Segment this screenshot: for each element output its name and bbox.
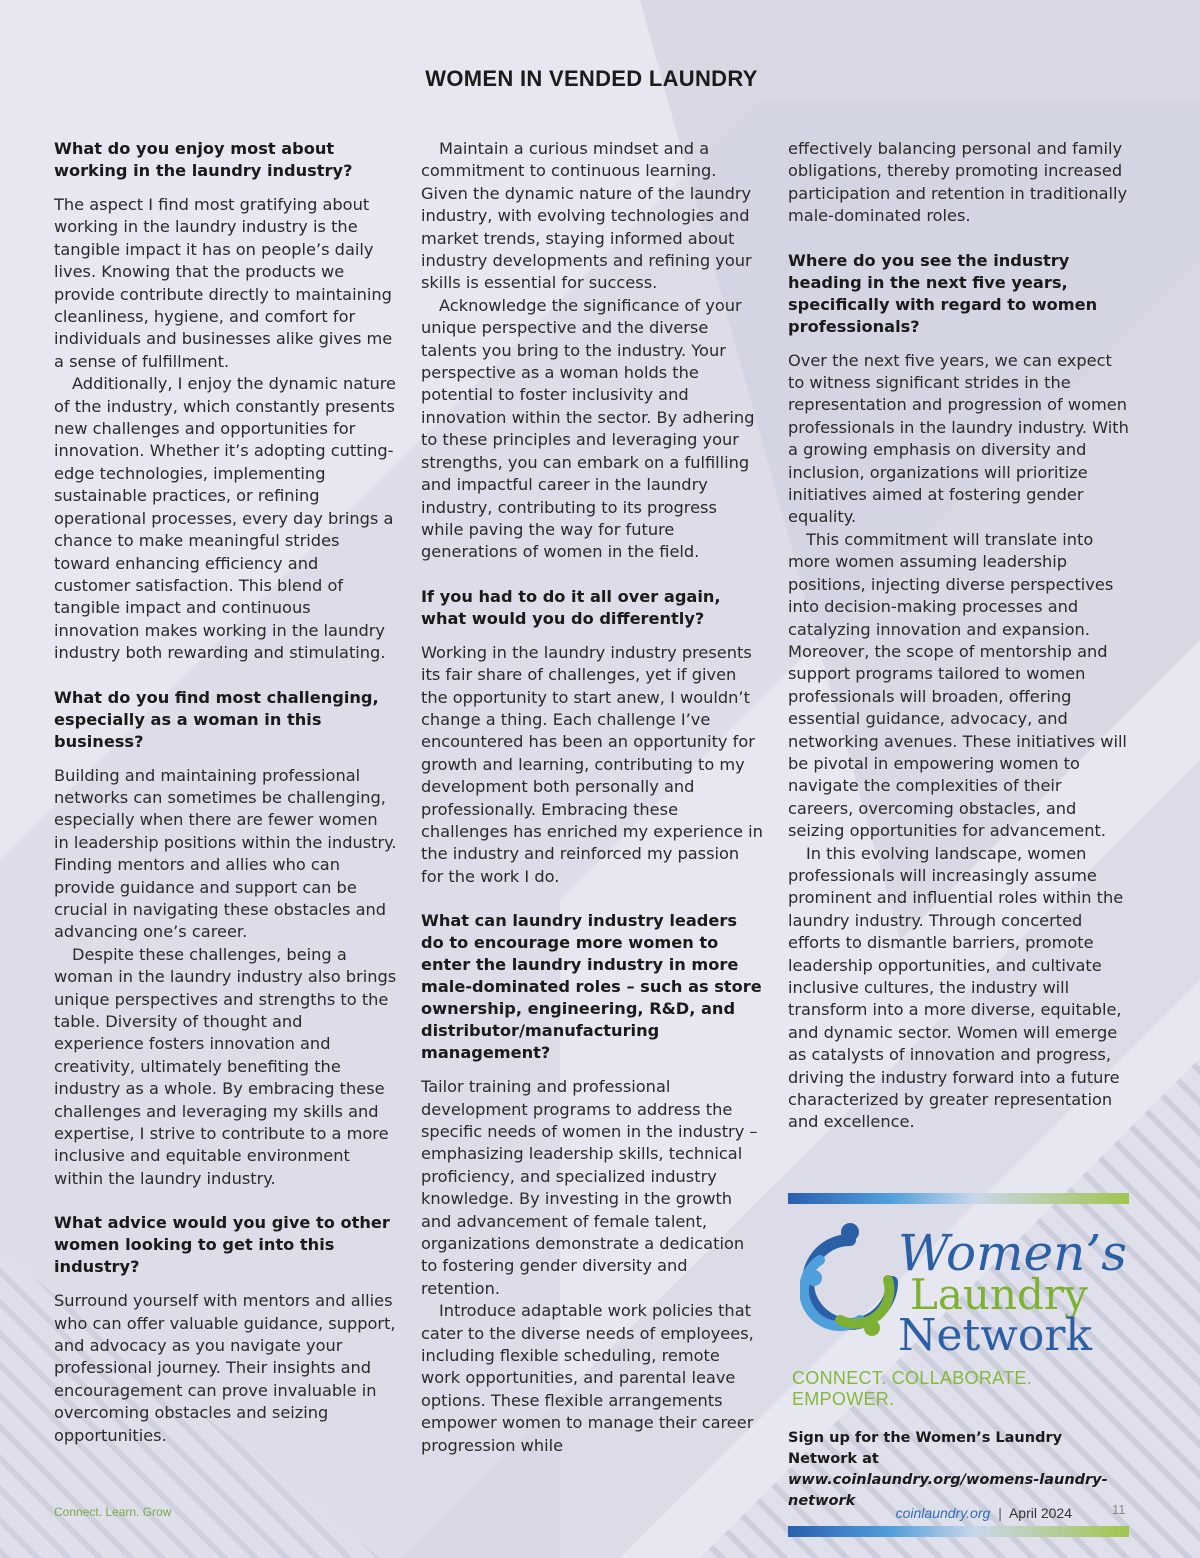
footer-separator: | xyxy=(998,1505,1002,1521)
logo-word-womens: Women’s xyxy=(898,1224,1127,1282)
people-circle-icon xyxy=(800,1220,900,1350)
page-number: 11 xyxy=(1112,1502,1126,1517)
answer-paragraph: The aspect I find most gratifying about working in the laundry industry is the tangible impact it has on people’s daily lives. Knowing that the products we provide contribute directly to maintaining cleanliness, hygiene, and comfort for individuals and businesses alike gives me a sense of fulfillment. xyxy=(54,195,393,371)
answer-paragraph: Over the next five years, we can expect to witness significant strides in the representation and progression of women professionals in the laundry industry. With a growing emphasis on diversity and inclusion, organizations will prioritize initiatives aimed at fostering gender equality. xyxy=(788,350,1129,527)
signup-url-link[interactable]: www.coinlaundry.org/womens-laundry-network xyxy=(788,1472,1108,1509)
answer-paragraph: This commitment will translate into more women assuming leadership positions, injecting diverse perspectives into decision-making processes and catalyzing innovation and expansion. Moreover, the scope of mentorship and support programs tailored to women professionals will broaden, offering essential guidance, advocacy, and networking avenues. These initiatives will be pivotal in empowering women to navigate the complexities of their careers, overcoming obstacles, and seizing opportunities for advancement. xyxy=(788,529,1127,841)
answer-paragraph: Working in the laundry industry presents its fair share of challenges, yet if given the opportunity to start anew, I wouldn’t change a thing. Each challenge I’ve encountered has been an opportunity for growth and learning, contributing to my development both personally and professionally. Embracing these challenges has enriched my experience in the industry and reinforced my passion for the work I do. xyxy=(421,642,763,886)
logo-word-network: Network xyxy=(898,1310,1093,1361)
logo-tagline: CONNECT. COLLABORATE. EMPOWER. xyxy=(792,1368,1033,1409)
answer-paragraph: Tailor training and professional development programs to address the specific needs of women in the industry – emphasizing leadership skills, technical proficiency, and specialized industry knowledge. By investing in the growth and advancement of female talent, organizations demonstrate a dedication to fostering gender diversity and retention. xyxy=(421,1077,758,1298)
gradient-divider xyxy=(788,1193,1129,1204)
question-heading: What can laundry industry leaders do to encourage more women to enter the laundry industry in more male-dominated roles – such as store ownership, engineering, R&D, and distributor/manufacturing management? xyxy=(421,911,762,1063)
answer-paragraph: Introduce adaptable work policies that cater to the diverse needs of employees, including flexible scheduling, remote work opportunities, and parental leave options. These flexible arrangements empower women to manage their career progression while xyxy=(421,1301,754,1455)
signup-label: Sign up for the Women’s Laundry Network at xyxy=(788,1430,1063,1467)
question-heading: What do you find most challenging, especially as a woman in this business? xyxy=(54,687,379,751)
column-1 xyxy=(54,138,397,1447)
footer-site-link[interactable]: coinlaundry.org xyxy=(895,1505,991,1521)
column-3 xyxy=(788,138,1131,1134)
signup-text xyxy=(788,1428,1129,1512)
logo-word-laundry: Laundry xyxy=(910,1270,1088,1319)
question-heading: If you had to do it all over again, what would you do differently? xyxy=(421,586,721,628)
footer-date: April 2024 xyxy=(1008,1505,1072,1521)
answer-paragraph: Despite these challenges, being a woman in the laundry industry also brings unique perspectives and strengths to the table. Diversity of thought and experience fosters innovation and creativity, ultimately benefiting the industry as a whole. By embracing these challenges and leveraging my skills and expertise, I strive to contribute to a more inclusive and equitable environment within the laundry industry. xyxy=(54,944,397,1188)
footer-tagline: Connect. Learn. Grow xyxy=(54,1505,172,1519)
question-heading: Where do you see the industry heading in the next five years, specifically with regard to women professionals? xyxy=(788,250,1098,336)
womens-laundry-network-ad xyxy=(788,1193,1129,1537)
question-heading: What do you enjoy most about working in the laundry industry? xyxy=(54,139,353,180)
column-2 xyxy=(421,138,764,1457)
footer-credit xyxy=(896,1505,1072,1521)
answer-paragraph: Building and maintaining professional networks can sometimes be challenging, especially when there are fewer women in leadership positions within the industry. Finding mentors and allies who can provide guidance and support can be crucial in navigating these obstacles and advancing one’s career. xyxy=(54,765,397,942)
page-title: WOMEN IN VENDED LAUNDRY xyxy=(425,66,758,91)
answer-paragraph: Maintain a curious mindset and a commitment to continuous learning. Given the dynamic nature of the laundry industry, with evolving technologies and market trends, staying informed about industry developments and refining your skills is essential for success. xyxy=(421,139,752,293)
answer-paragraph: Acknowledge the significance of your unique perspective and the diverse talents you bring to the industry. Your perspective as a woman holds the potential to foster inclusivity and innovation within the sector. By adhering to these principles and leveraging your strengths, you can embark on a fulfilling and impactful career in the laundry industry, contributing to its progress while paving the way for future generations of women in the field. xyxy=(421,295,755,562)
answer-paragraph: Additionally, I enjoy the dynamic nature of the industry, which constantly presents new challenges and opportunities for innovation. Whether it’s adopting cutting-edge technologies, implementing sustainable practices, or refining operational processes, every day brings a chance to make meaningful strides toward enhancing efficiency and customer satisfaction. This blend of tangible impact and continuous innovation makes working in the laundry industry both rewarding and stimulating. xyxy=(54,374,396,663)
question-heading: What advice would you give to other women looking to get into this industry? xyxy=(54,1213,390,1277)
answer-paragraph: effectively balancing personal and family obligations, thereby promoting increased participation and retention in traditionally male-dominated roles. xyxy=(788,139,1128,226)
answer-paragraph: Surround yourself with mentors and allies who can offer valuable guidance, support, and advocacy as you navigate your professional journey. Their insights and encouragement can prove invaluable in overcoming obstacles and seizing opportunities. xyxy=(54,1291,396,1445)
gradient-divider xyxy=(788,1526,1129,1537)
answer-paragraph: In this evolving landscape, women professionals will increasingly assume prominent and influential roles within the laundry industry. Through concerted efforts to dismantle barriers, promote leadership opportunities, and cultivate inclusive cultures, the industry will transform into a more diverse, equitable, and dynamic sector. Women will emerge as catalysts of innovation and progress, driving the industry forward into a future characterized by greater representation and excellence. xyxy=(788,843,1124,1132)
wln-logo xyxy=(788,1210,1129,1360)
